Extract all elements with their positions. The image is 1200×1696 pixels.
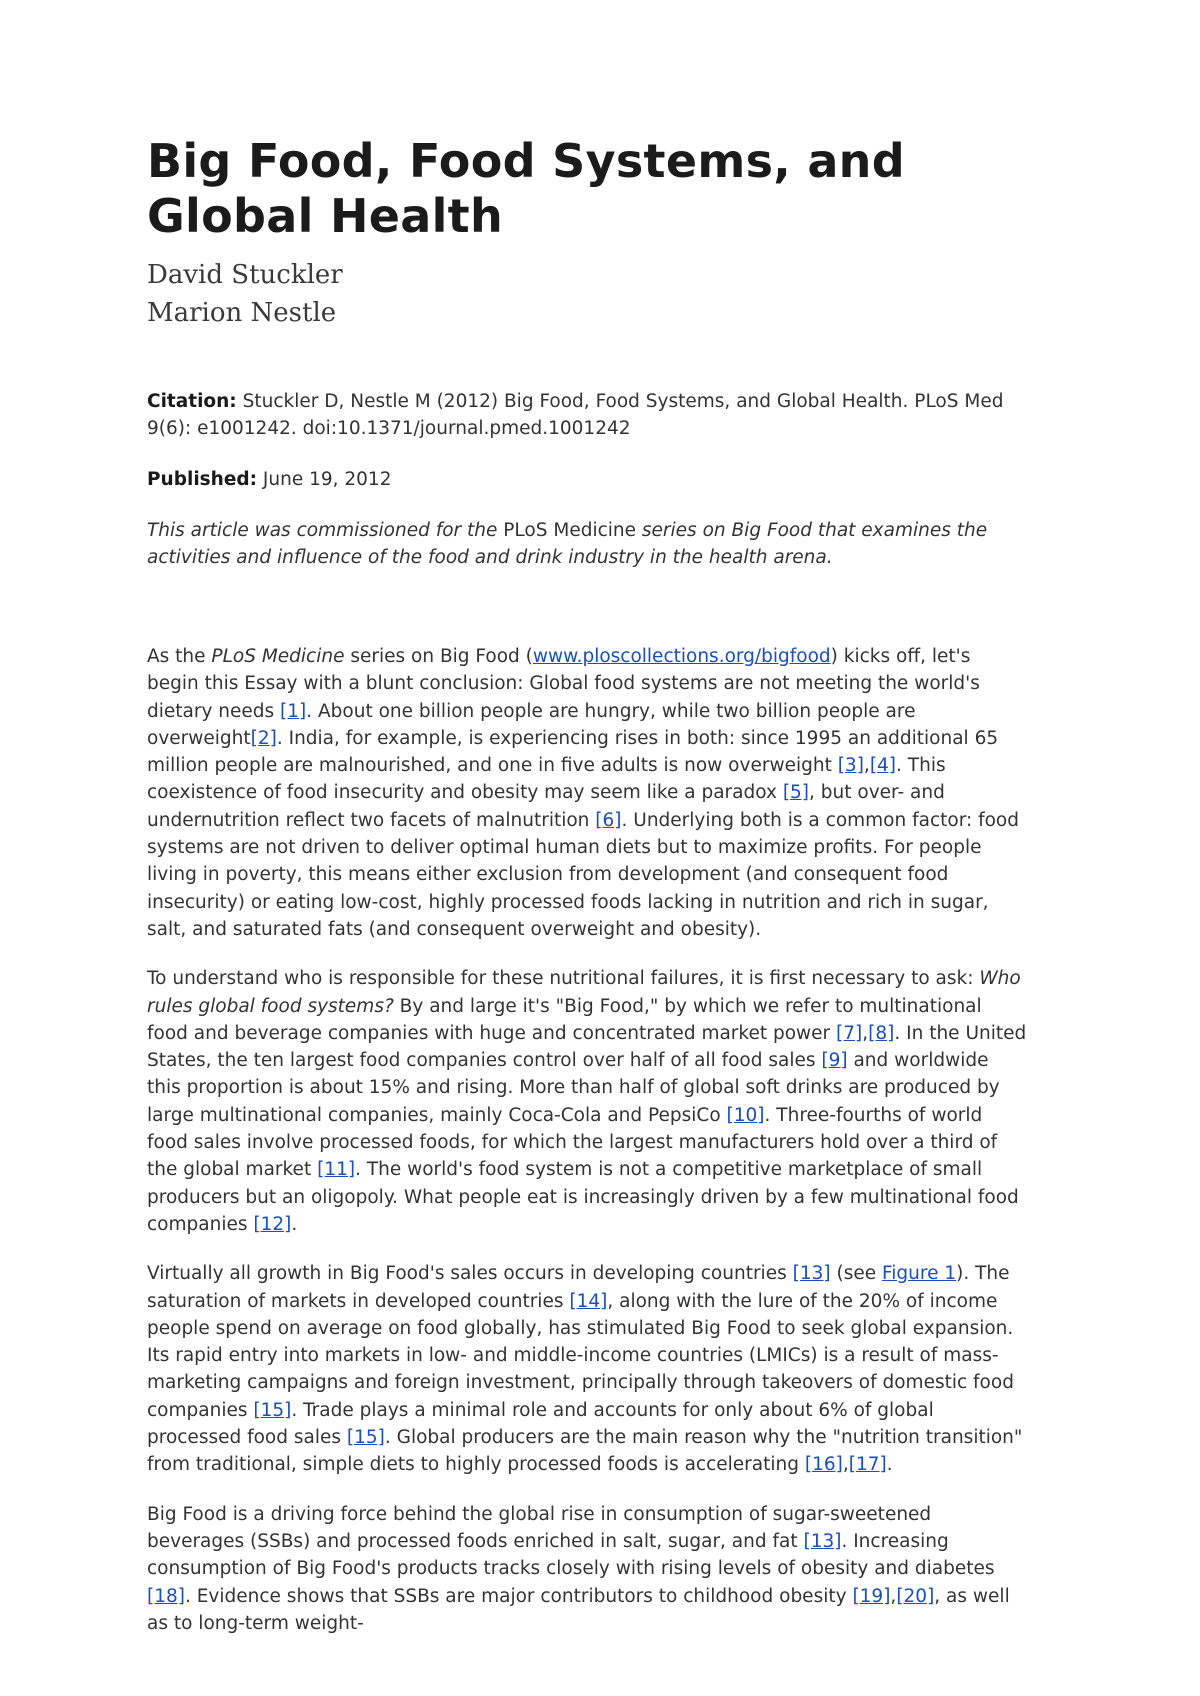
published-line <box>147 466 1027 493</box>
reference-link[interactable]: [15] <box>253 1399 292 1421</box>
citation <box>147 388 1027 442</box>
article-title: Big Food, Food Systems, and Global Health <box>147 134 905 243</box>
body-paragraph: As the PLoS Medicine series on Big Food (www.ploscollections.org/bigfood) kicks off, let's begin this Essay with a blunt conclusion: Global food systems are not meeting the world's dietary needs [1]. About one billion people are hungry, while two billion people are overweight[2]. India, for example, is experiencing rises in both: since 1995 an additional 65 million people are malnourished, and one in five adults is now overweight [3],[4]. This coexistence of food insecurity and obesity may seem like a paradox [5], but over- and undernutrition reflect two facets of malnutrition [6]. Underlying both is a common factor: food systems are not driven to deliver optimal human diets but to maximize profits. For people living in poverty, this means either exclusion from development (and consequent food insecurity) or eating low-cost, highly processed foods lacking in nutrition and rich in sugar, salt, and saturated fats (and consequent overweight and obesity). <box>147 646 1019 940</box>
reference-link[interactable]: [3] <box>837 755 864 777</box>
body-paragraph: To understand who is responsible for these nutritional failures, it is first necessary to ask: Who rules global food systems? By and large it's "Big Food," by which we refer to multinational food and beverage companies with huge and concentrated market power [7],[8]. In the United States, the ten largest food companies control over half of all food sales [9] and worldwide this proportion is about 15% and rising. More than half of global soft drinks are produced by large multinational companies, mainly Coca-Cola and PepsiCo [10]. Three-fourths of world food sales involve processed foods, for which the largest manufacturers hold over a third of the global market [11]. The world's food system is not a competitive marketplace of small producers but an oligopoly. What people eat is increasingly driven by a few multinational food companies [12]. <box>147 968 1027 1235</box>
note-text: series on Big Food that examines the activities and influence of the food and drink industry in the health arena. <box>147 520 988 568</box>
reference-link[interactable]: [20] <box>896 1585 935 1607</box>
emphasized-question: Who rules global food systems? <box>147 968 1021 1017</box>
author-name: Marion Nestle <box>147 298 337 328</box>
body-paragraph: Virtually all growth in Big Food's sales occurs in developing countries [13] (see Figure 1). The saturation of markets in developed countries [14], along with the lure of the 20% of income people spend on average on food globally, has stimulated Big Food to seek global expansion. Its rapid entry into markets in low- and middle-income countries (LMICs) is a result of mass-marketing campaigns and foreign investment, principally through takeovers of domestic food companies [15]. Trade plays a minimal role and accounts for only about 6% of global processed food sales [15]. Global producers are the main reason why the "nutrition transition" from traditional, simple diets to highly processed foods is accelerating [16],[17]. <box>147 1263 1023 1476</box>
reference-link[interactable]: [19] <box>852 1585 891 1607</box>
reference-link[interactable]: [16] <box>804 1454 843 1476</box>
reference-link[interactable]: [4] <box>869 755 897 777</box>
reference-link[interactable]: [9] <box>821 1050 848 1072</box>
reference-link[interactable]: [12] <box>253 1213 292 1235</box>
citation-text: Stuckler D, Nestle M (2012) Big Food, Food Systems, and Global Health. PLoS Med 9(6): e1001242. doi:10.1371/journal.pmed.1001242 <box>147 391 1004 439</box>
reference-link[interactable]: [11] <box>317 1159 356 1181</box>
reference-link[interactable]: [2] <box>250 727 277 749</box>
author-list <box>147 256 1027 332</box>
reference-link[interactable]: [8] <box>868 1022 895 1044</box>
collection-link[interactable]: www.ploscollections.org/bigfood <box>532 646 831 667</box>
journal-name: PLoS Medicine <box>211 646 345 667</box>
reference-link[interactable]: [18] <box>147 1585 185 1607</box>
body-paragraph: Big Food is a driving force behind the global rise in consumption of sugar-sweetened beverages (SSBs) and processed foods enriched in salt, sugar, and fat [13]. Increasing consumption of Big Food's products tracks closely with rising levels of obesity and diabetes [18]. Evidence shows that SSBs are major contributors to childhood obesity [19],[20], as well as to long-term weight- <box>147 1503 1010 1634</box>
reference-link[interactable]: [15] <box>346 1427 385 1449</box>
published-date: June 19, 2012 <box>262 469 392 490</box>
reference-link[interactable]: [7] <box>836 1022 863 1044</box>
reference-link[interactable]: [6] <box>595 809 622 831</box>
reference-link[interactable]: [1] <box>280 700 307 722</box>
reference-link[interactable]: [13] <box>792 1263 831 1285</box>
published-label: Published: <box>147 469 258 490</box>
figure-link[interactable]: Figure 1 <box>881 1263 957 1285</box>
reference-link[interactable]: [13] <box>803 1530 842 1552</box>
note-text: This article was commissioned for the <box>147 520 504 541</box>
reference-link[interactable]: [10] <box>726 1104 765 1126</box>
reference-link[interactable]: [5] <box>782 782 810 804</box>
note-journal: PLoS Medicine <box>503 520 637 541</box>
commission-note <box>147 517 1027 571</box>
reference-link[interactable]: [17] <box>848 1454 887 1476</box>
document-page <box>147 134 1027 1637</box>
citation-label: Citation: <box>147 391 237 412</box>
author-name: David Stuckler <box>147 260 343 290</box>
reference-link[interactable]: [14] <box>569 1290 608 1312</box>
